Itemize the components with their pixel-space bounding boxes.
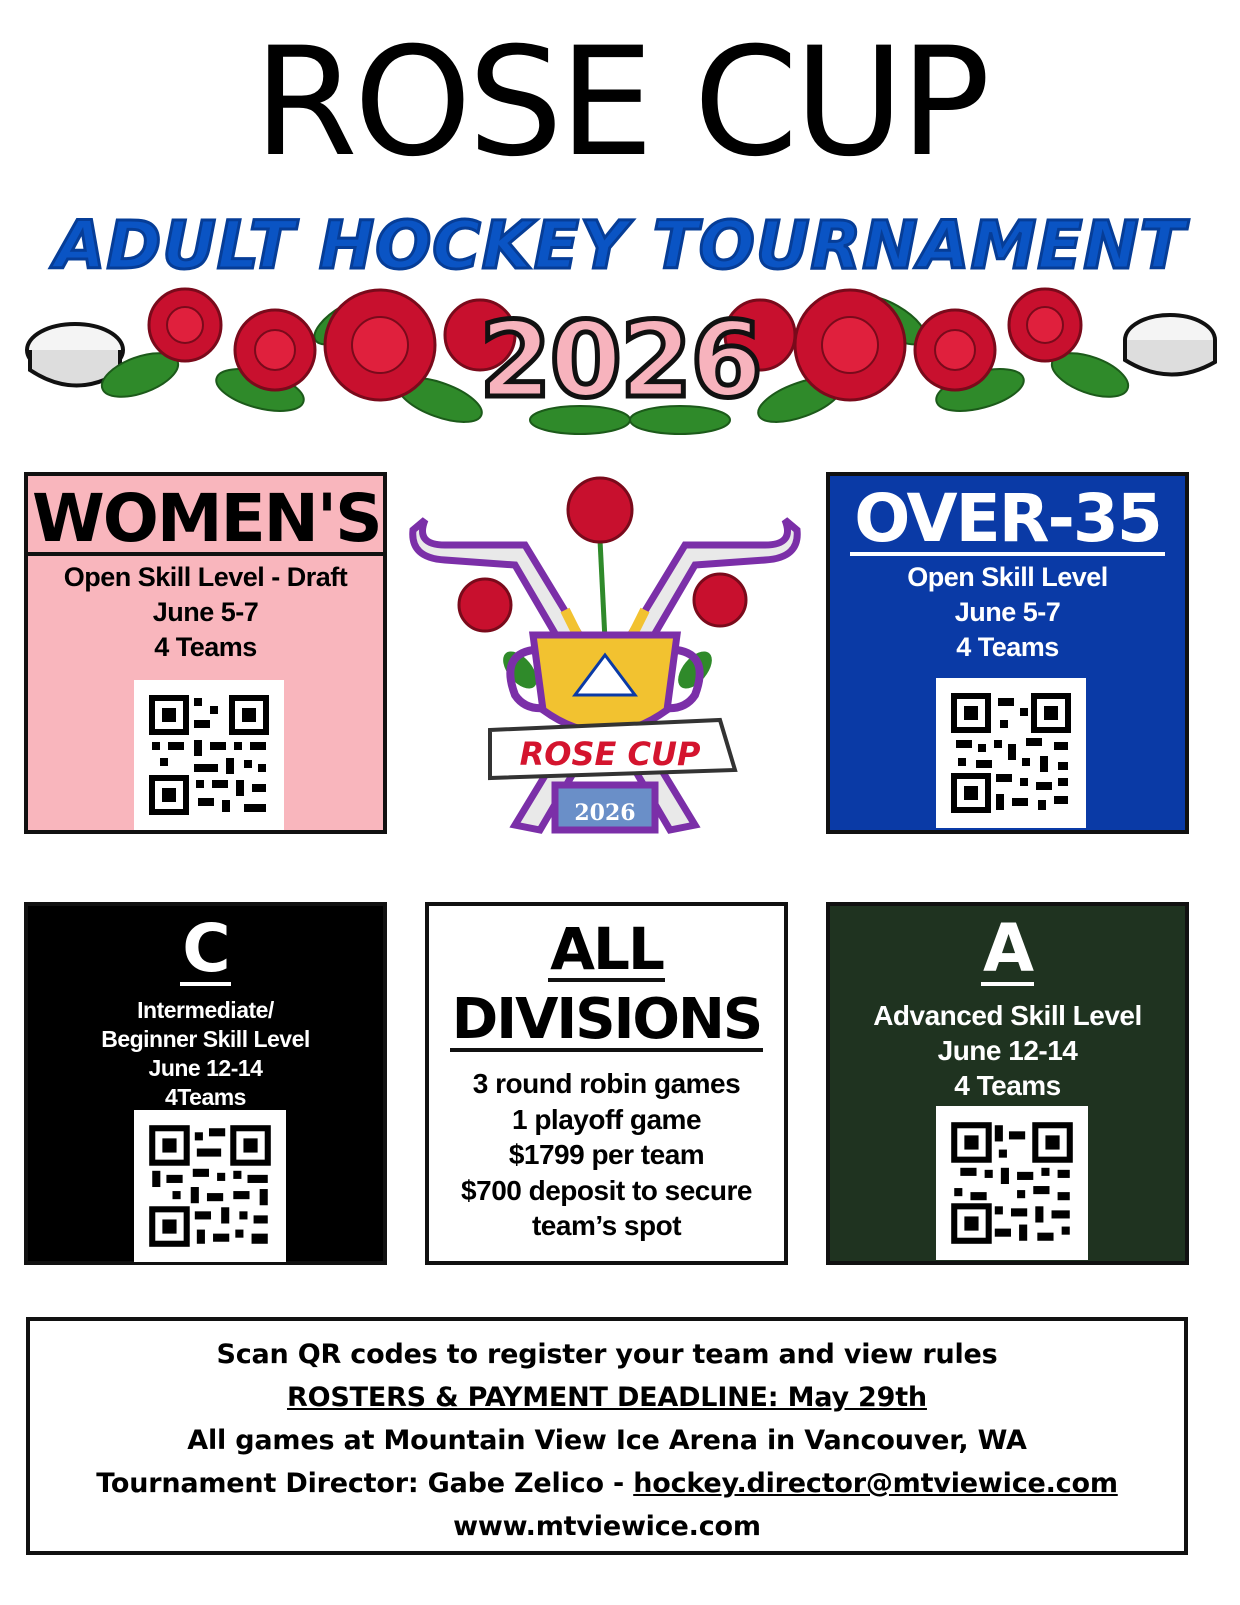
division-title: OVER-35 [850, 486, 1165, 556]
division-teams: 4Teams [165, 1084, 246, 1110]
info-box [26, 1317, 1188, 1555]
division-teams: 4 Teams [154, 632, 257, 662]
division-detail: $1799 per team [508, 1139, 705, 1170]
division-box-c [24, 902, 387, 1265]
qr-code-icon[interactable] [134, 680, 284, 830]
qr-code-icon[interactable] [936, 1106, 1088, 1260]
division-box-all [425, 902, 788, 1265]
division-dates: June 5-7 [152, 597, 259, 627]
division-detail: team’s spot [531, 1210, 682, 1241]
info-register: Scan QR codes to register your team and view rules [216, 1339, 998, 1370]
division-skill: Intermediate/ [137, 997, 274, 1023]
logo-year: 2026 [574, 800, 636, 826]
division-dates: June 12-14 [148, 1055, 263, 1081]
director-email-link[interactable]: hockey.director@mtviewice.com [633, 1468, 1118, 1499]
info-location: All games at Mountain View Ice Arena in Vancouver, WA [187, 1425, 1027, 1456]
page-subtitle: ADULT HOCKEY TOURNAMENT [54, 207, 1186, 284]
division-teams: 4 Teams [956, 632, 1059, 662]
website-link[interactable]: www.mtviewice.com [453, 1511, 761, 1542]
info-deadline: ROSTERS & PAYMENT DEADLINE: May 29th [287, 1382, 927, 1413]
division-box-womens [24, 472, 387, 834]
info-director-label: Tournament Director: Gabe Zelico - [96, 1468, 634, 1499]
division-detail: 1 playoff game [511, 1103, 702, 1135]
division-skill: Open Skill Level [907, 562, 1108, 592]
division-title: A [982, 910, 1033, 987]
rose-cup-logo [405, 470, 805, 840]
division-skill: Beginner Skill Level [101, 1026, 310, 1052]
division-dates: June 12-14 [937, 1035, 1078, 1066]
logo-banner-text: ROSE CUP [519, 735, 701, 773]
division-detail: $700 deposit to secure [461, 1174, 752, 1206]
division-box-a [826, 902, 1189, 1265]
division-title: C [182, 910, 229, 987]
division-teams: 4 Teams [954, 1070, 1061, 1101]
division-title: WOMEN'S [28, 486, 385, 556]
division-dates: June 5-7 [954, 597, 1061, 627]
division-box-over35 [826, 472, 1189, 834]
division-detail: 3 round robin games [472, 1068, 741, 1099]
page-title: ROSE CUP [253, 16, 987, 190]
division-title-line2: DIVISIONS [451, 987, 762, 1052]
division-skill: Advanced Skill Level [873, 1000, 1142, 1031]
qr-code-icon[interactable] [936, 678, 1086, 828]
year-banner-text: 2026 [479, 299, 761, 421]
division-title-line1: ALL [550, 915, 663, 983]
info-director [30, 1462, 1184, 1505]
qr-code-icon[interactable] [134, 1110, 286, 1262]
division-skill: Open Skill Level - Draft [63, 562, 348, 592]
